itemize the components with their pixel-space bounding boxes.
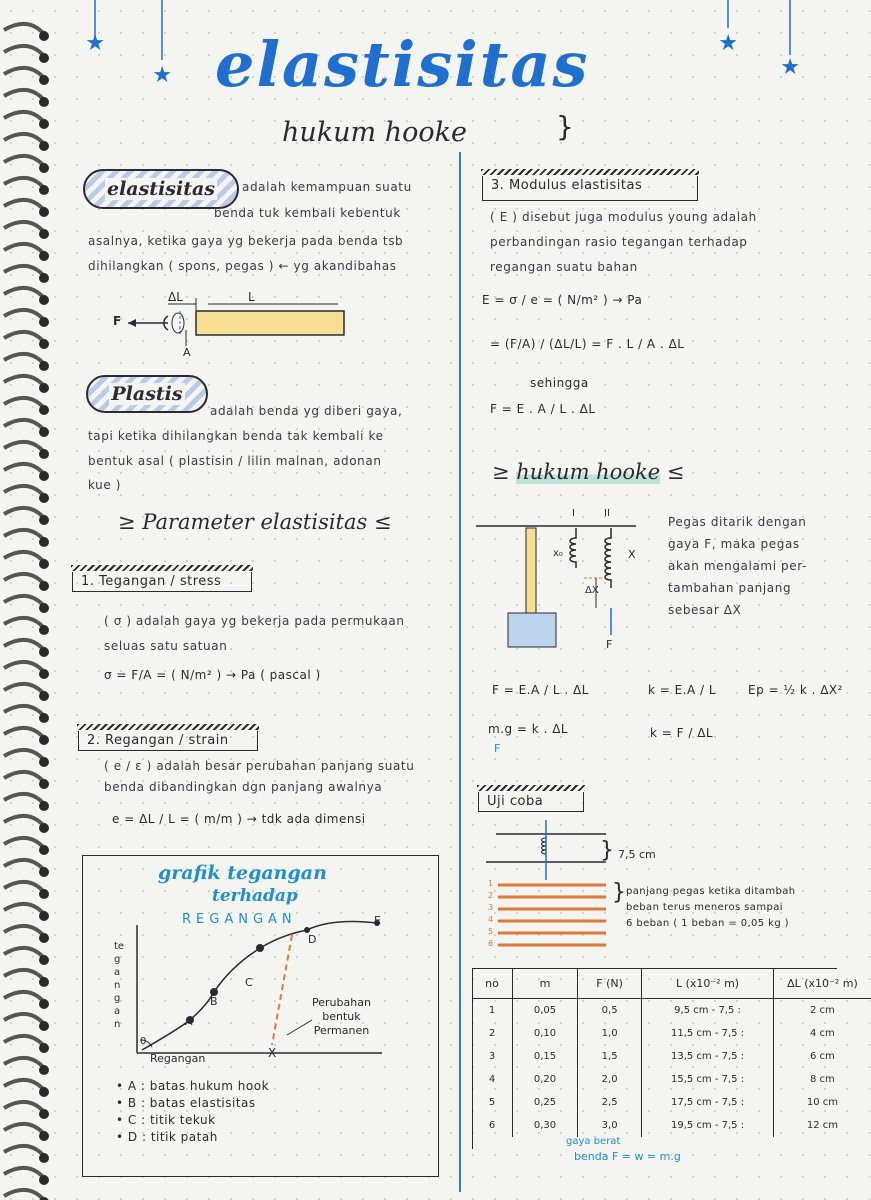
spiral-hole (39, 735, 49, 745)
brace-icon: } (600, 838, 614, 863)
spiral-hole (39, 757, 49, 767)
spiral-ring (4, 772, 44, 782)
spring-ii-label: II (604, 508, 610, 519)
spiral-hole (39, 317, 49, 327)
spiral-ring (4, 926, 44, 936)
table-cell: 2,5 (577, 1091, 641, 1114)
x-label: X (628, 548, 636, 561)
uji-length: 7,5 cm (618, 848, 656, 861)
grafik-title: grafik tegangan (158, 862, 327, 884)
spiral-ring (4, 376, 44, 386)
spiral-hole (39, 977, 49, 987)
spiral-hole (39, 97, 49, 107)
spring-force-label: F (606, 638, 613, 651)
spiral-hole (39, 251, 49, 261)
spiral-ring (4, 794, 44, 804)
spiral-hole (39, 1021, 49, 1031)
svg-text:★: ★ (88, 33, 103, 52)
bar-numbers: 1 2 3 4 5 6 (488, 879, 494, 948)
table-cell: 0,25 (513, 1091, 578, 1114)
hooke-formula: k = E.A / L (648, 683, 717, 697)
elastisitas-text: asalnya, ketika gaya yg bekerja pada benda tsb (88, 234, 404, 248)
tegangan-heading: 1. Tegangan / stress (72, 572, 252, 592)
spiral-hole (39, 361, 49, 371)
table-cell: 2 (472, 1022, 513, 1045)
spiral-ring (4, 420, 44, 430)
hooke-formula: k = F / ΔL (650, 726, 714, 740)
hooke-heading: ≥ hukum hooke ≤ (492, 460, 685, 484)
dx-label: ΔX (585, 585, 599, 596)
svg-text:★: ★ (721, 33, 736, 52)
spiral-hole (39, 955, 49, 965)
rod-diagram (108, 288, 358, 368)
spiral-hole (39, 207, 49, 217)
spiral-ring (4, 508, 44, 518)
spiral-ring (4, 728, 44, 738)
elastisitas-text: benda tuk kembali kebentuk (214, 206, 401, 220)
table-cell: 9,5 cm - 7,5 : (642, 999, 774, 1023)
x-mark: X (268, 1046, 277, 1060)
spiral-hole (39, 449, 49, 459)
spiral-hole (39, 801, 49, 811)
table-cell: 11,5 cm - 7,5 : (642, 1022, 774, 1045)
table-cell: 2,0 (577, 1068, 641, 1091)
table-cell: 10 cm (806, 1097, 838, 1108)
hooke-description: Pegas ditarik dengan gaya F, maka pegas akan mengalami per- tambahan panjang sebesar ΔX (668, 515, 807, 617)
spiral-ring (4, 156, 44, 166)
spiral-hole (39, 185, 49, 195)
spiral-hole (39, 119, 49, 129)
spiral-ring (4, 266, 44, 276)
force-label: F (113, 314, 122, 328)
spring-diagram (476, 510, 646, 660)
spiral-ring (4, 816, 44, 826)
table-footnote: benda F = w = m.g (574, 1150, 681, 1163)
spiral-hole (39, 669, 49, 679)
spiral-ring (4, 68, 44, 78)
table-row (472, 1045, 871, 1068)
table-cell: 12 cm (806, 1120, 838, 1131)
spiral-hole (39, 867, 49, 877)
spiral-ring (4, 662, 44, 672)
spiral-ring (4, 1190, 44, 1200)
grafik-x-label: Regangan (150, 1052, 206, 1065)
uji-note: panjang pegas ketika ditambah beban terus meneros sampai 6 beban ( 1 beban = 0,05 kg ) (626, 886, 796, 929)
spiral-ring (4, 310, 44, 320)
table-cell: 1 (472, 999, 513, 1023)
spiral-ring (4, 222, 44, 232)
spiral-hole (39, 53, 49, 63)
spiral-hole (39, 229, 49, 239)
spiral-ring (4, 90, 44, 100)
spiral-ring (4, 992, 44, 1002)
spiral-hole (39, 625, 49, 635)
spiral-hole (39, 559, 49, 569)
modulus-formula: F = E . A / L . ΔL (490, 402, 596, 416)
modulus-formula: = (F/A) / (ΔL/L) = F . L / A . ΔL (490, 337, 685, 351)
spiral-hole (39, 141, 49, 151)
uji-coba-heading: Uji coba (478, 792, 584, 812)
spiral-ring (4, 948, 44, 958)
tegangan-text: seluas satu satuan (104, 639, 228, 653)
spiral-hole (39, 295, 49, 305)
table-cell: 1,5 (577, 1045, 641, 1068)
spiral-ring (4, 1146, 44, 1156)
spiral-ring (4, 552, 44, 562)
table-header-cell: m (513, 968, 578, 999)
spiral-ring (4, 640, 44, 650)
table-header-cell: ΔL (x10⁻² m) (773, 968, 871, 999)
spiral-hole (39, 515, 49, 525)
spiral-hole (39, 1043, 49, 1053)
brace-icon: } (612, 880, 626, 905)
data-table (472, 968, 871, 1137)
table-cell: 3 (472, 1045, 513, 1068)
elastisitas-text: adalah kemampuan suatu (242, 180, 412, 194)
spiral-hole (39, 999, 49, 1009)
grafik-legend: • A : batas hukum hook • B : batas elastisitas • C : titik tekuk • D : titik patah (116, 1079, 270, 1144)
hooke-formula: F = E.A / L . ΔL (492, 683, 589, 697)
spiral-hole (39, 889, 49, 899)
spiral-hole (39, 471, 49, 481)
spiral-hole (39, 933, 49, 943)
spiral-hole (39, 647, 49, 657)
spiral-ring (4, 332, 44, 342)
column-divider (459, 152, 461, 1192)
svg-text:★: ★ (155, 65, 170, 84)
table-cell: 8 cm (810, 1074, 835, 1085)
spiral-ring (4, 882, 44, 892)
table-cell: 0,20 (513, 1068, 578, 1091)
regangan-heading: 2. Regangan / strain (78, 731, 258, 751)
table-cell: 2 cm (810, 1005, 835, 1016)
spiral-ring (4, 244, 44, 254)
table-cell: 5 (472, 1091, 513, 1114)
spiral-ring (4, 486, 44, 496)
spiral-hole (39, 1109, 49, 1119)
table-row (472, 1068, 871, 1091)
hooke-formula: m.g = k . ΔL (488, 722, 569, 736)
spiral-ring (4, 596, 44, 606)
plastis-text: bentuk asal ( plastisin / lilin malnan, adonan (88, 454, 382, 468)
spiral-hole (39, 163, 49, 173)
spiral-ring (4, 1102, 44, 1112)
term-plastis: Plastis (86, 375, 208, 413)
spiral-ring (4, 860, 44, 870)
spiral-hole (39, 1175, 49, 1185)
spiral-ring (4, 706, 44, 716)
point-b-label: B (210, 995, 218, 1008)
table-cell: 6 cm (810, 1051, 835, 1062)
modulus-formula: E = σ / e = ( N/m² ) → Pa (482, 293, 643, 307)
spiral-ring (4, 1124, 44, 1134)
table-cell: 3,0 (577, 1114, 641, 1137)
plastis-text: adalah benda yg diberi gaya, (210, 404, 403, 418)
table-row (472, 1114, 871, 1137)
spring-i-label: I (572, 508, 575, 519)
spiral-ring (4, 134, 44, 144)
spiral-binding (0, 0, 70, 1200)
spiral-ring (4, 24, 44, 34)
table-cell: 0,5 (577, 999, 641, 1023)
spiral-hole (39, 691, 49, 701)
elastisitas-text: dihilangkan ( spons, pegas ) ← yg akandibahas (88, 259, 397, 273)
spiral-ring (4, 112, 44, 122)
spiral-ring (4, 970, 44, 980)
spiral-hole (39, 1153, 49, 1163)
svg-text:★: ★ (783, 57, 798, 76)
table-header-cell: no (472, 968, 513, 999)
spiral-ring (4, 618, 44, 628)
spiral-hole (39, 845, 49, 855)
table-footnote: gaya berat (566, 1136, 621, 1147)
tegangan-formula: σ = F/A = ( N/m² ) → Pa ( pascal ) (104, 668, 321, 682)
tegangan-text: ( σ ) adalah gaya yg bekerja pada permukaan (104, 614, 405, 628)
table-row (472, 999, 871, 1023)
table-cell: 0,05 (513, 999, 578, 1023)
spiral-hole (39, 1131, 49, 1141)
modulus-heading: 3. Modulus elastisitas (482, 176, 698, 201)
hooke-formula: F (494, 742, 501, 755)
spiral-hole (39, 383, 49, 393)
table-cell: 13,5 cm - 7,5 : (642, 1045, 774, 1068)
parameter-heading: ≥ Parameter elastisitas ≤ (118, 510, 392, 534)
modulus-text: perbandingan rasio tegangan terhadap (490, 235, 748, 249)
spiral-hole (39, 537, 49, 547)
spiral-ring (4, 288, 44, 298)
spiral-ring (4, 398, 44, 408)
spiral-ring (4, 838, 44, 848)
spiral-ring (4, 574, 44, 584)
table-cell: 0,30 (513, 1114, 578, 1137)
origin-label: 0 (140, 1036, 147, 1047)
delta-l-label: ΔL (168, 290, 183, 304)
spiral-hole (39, 603, 49, 613)
regangan-formula: e = ΔL / L = ( m/m ) → tdk ada dimensi (112, 812, 366, 826)
plastis-text: tapi ketika dihilangkan benda tak kembali ke (88, 429, 384, 443)
spiral-ring (4, 530, 44, 540)
spiral-ring (4, 178, 44, 188)
spiral-hole (39, 779, 49, 789)
annotation-permanen: Perubahan bentuk Permanen (312, 996, 371, 1037)
modulus-text: regangan suatu bahan (490, 260, 638, 274)
spiral-hole (39, 823, 49, 833)
spiral-hole (39, 581, 49, 591)
spiral-ring (4, 442, 44, 452)
modulus-text: ( E ) disebut juga modulus young adalah (490, 210, 757, 224)
spiral-hole (39, 75, 49, 85)
spiral-ring (4, 684, 44, 694)
spiral-hole (39, 273, 49, 283)
spiral-ring (4, 1080, 44, 1090)
spiral-ring (4, 904, 44, 914)
table-cell: 0,10 (513, 1022, 578, 1045)
spiral-ring (4, 200, 44, 210)
spiral-hole (39, 493, 49, 503)
spiral-ring (4, 1168, 44, 1178)
point-a-label: A (185, 1015, 193, 1028)
grafik-title: terhadap (212, 886, 298, 906)
regangan-text: ( e / ε ) adalah besar perubahan panjang suatu (104, 759, 415, 773)
table-cell: 17,5 cm - 7,5 : (642, 1091, 774, 1114)
point-c-label: C (245, 976, 253, 989)
spiral-hole (39, 31, 49, 41)
spiral-ring (4, 1036, 44, 1046)
grafik-title: REGANGAN (182, 912, 297, 927)
table-cell: 1,0 (577, 1022, 641, 1045)
spiral-ring (4, 1014, 44, 1024)
table-row (472, 1091, 871, 1114)
term-elastisitas: elastisitas (83, 169, 239, 209)
spiral-hole (39, 1087, 49, 1097)
point-e-label: E (374, 914, 381, 927)
spiral-hole (39, 713, 49, 723)
table-cell: 19,5 cm - 7,5 : (642, 1114, 774, 1137)
table-cell: 15,5 cm - 7,5 : (642, 1068, 774, 1091)
hooke-formula: Ep = ½ k . ΔX² (748, 683, 843, 697)
spiral-ring (4, 46, 44, 56)
spiral-ring (4, 464, 44, 474)
spiral-ring (4, 354, 44, 364)
spiral-hole (39, 427, 49, 437)
modulus-formula: sehingga (530, 376, 589, 390)
point-d-label: D (308, 933, 317, 946)
l-label: L (248, 290, 255, 304)
brace-icon: } (556, 110, 574, 143)
spiral-hole (39, 911, 49, 921)
x0-label: x₀ (553, 548, 563, 559)
table-cell: 4 cm (810, 1028, 835, 1039)
plastis-text: kue ) (88, 478, 122, 492)
area-label: A (183, 346, 191, 359)
page-title: elastisitas (215, 28, 590, 101)
spiral-ring (4, 1058, 44, 1068)
table-row (472, 1022, 871, 1045)
table-header-cell: F (N) (577, 968, 641, 999)
table-header-cell: L (x10⁻² m) (642, 968, 774, 999)
grafik-y-label: tegangan (114, 941, 125, 1030)
spiral-ring (4, 750, 44, 760)
table-cell: 4 (472, 1068, 513, 1091)
spiral-hole (39, 339, 49, 349)
table-cell: 0,15 (513, 1045, 578, 1068)
spiral-hole (39, 1065, 49, 1075)
regangan-text: benda dibandingkan dgn panjang awalnya (104, 780, 383, 794)
page-subtitle: hukum hooke (282, 117, 467, 148)
spiral-hole (39, 405, 49, 415)
table-cell: 6 (472, 1114, 513, 1137)
